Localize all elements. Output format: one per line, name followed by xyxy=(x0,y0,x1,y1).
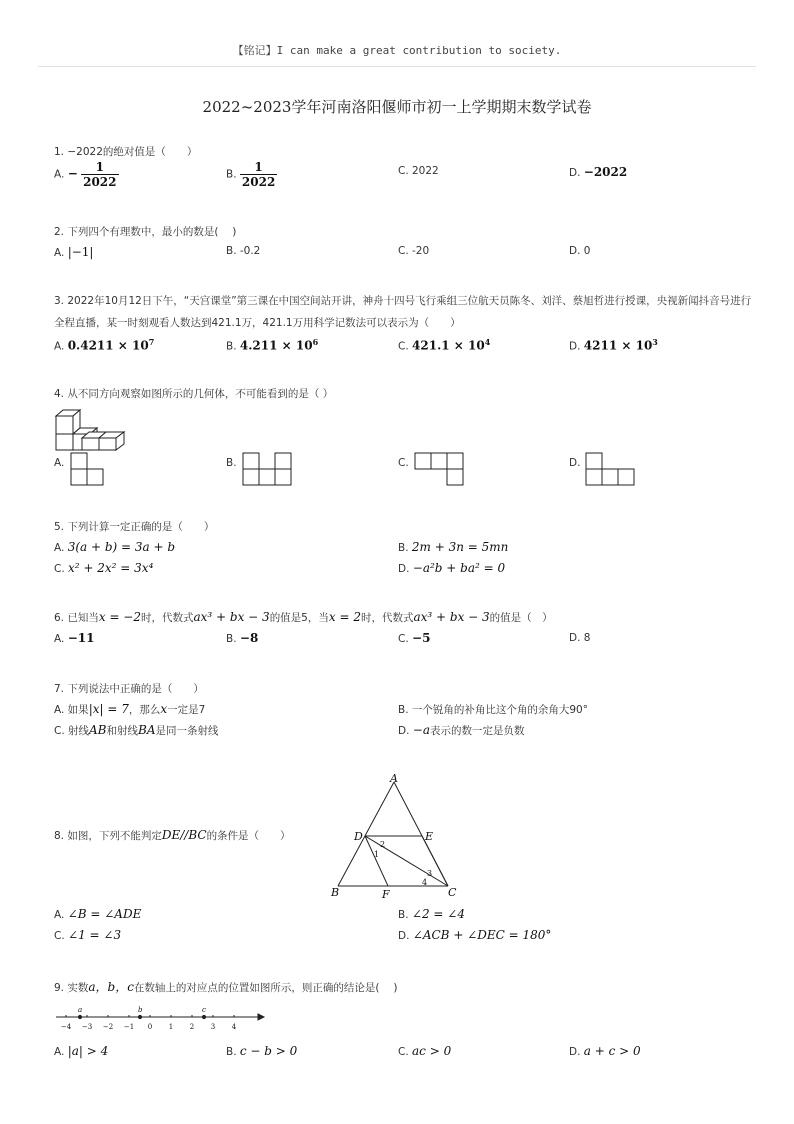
q7-stem: 7. 下列说法中正确的是（ ） xyxy=(54,683,204,695)
q1-stem: 1. −2022的绝对值是（ ） xyxy=(54,146,198,158)
q6-stem-x2: x = 2 xyxy=(328,610,361,624)
q9-c-label: C. xyxy=(398,1046,409,1058)
q6-option-b[interactable] xyxy=(226,631,258,645)
q7-a-part2: ，那么 xyxy=(128,704,161,716)
q7-option-a[interactable] xyxy=(54,702,205,717)
q9-a-value: |a| > 4 xyxy=(67,1044,109,1058)
q4-solid-figure xyxy=(54,406,130,452)
q9-stem-part1: 9. 实数 xyxy=(54,982,89,994)
header-divider xyxy=(38,66,756,67)
q5-d-label: D. xyxy=(398,563,410,575)
q9-tick-label: −1 xyxy=(123,1023,135,1031)
q6-stem-part2: 时，代数式 xyxy=(141,612,194,624)
q9-c-value: ac > 0 xyxy=(412,1044,452,1058)
q6-a-value: −11 xyxy=(67,631,95,645)
q5-option-a[interactable] xyxy=(54,540,175,554)
q9-tick-label: 4 xyxy=(231,1023,237,1031)
q3-option-b[interactable] xyxy=(226,337,318,353)
q7-d-math: −a xyxy=(412,723,430,737)
q1-a-num: 1 xyxy=(81,160,118,175)
q8-angle-1: 1 xyxy=(374,850,380,859)
q3-d-base: 4211 × 10 xyxy=(583,338,653,353)
q8-c-label: C. xyxy=(54,930,65,942)
q9-d-label: D. xyxy=(569,1046,581,1058)
q1-option-d[interactable] xyxy=(569,165,627,179)
q1-a-label: A. xyxy=(54,168,65,181)
q1-b-num: 1 xyxy=(240,160,277,175)
q4-c-view xyxy=(414,452,466,486)
q3-b-exp: 6 xyxy=(312,337,319,347)
q6-stem-part5: 的值是（ ） xyxy=(489,612,553,624)
q8-option-b[interactable] xyxy=(398,907,465,921)
q6-stem-part3: 的值是5，当 xyxy=(269,612,329,624)
q2-stem: 2. 下列四个有理数中，最小的数是( ) xyxy=(54,226,237,238)
q2-option-c[interactable]: C. -20 xyxy=(398,245,430,257)
q8-a-label: A. xyxy=(54,909,65,921)
q4-b-view xyxy=(242,452,294,486)
q8-option-c[interactable] xyxy=(54,928,121,942)
q6-option-d[interactable]: D. 8 xyxy=(569,632,591,644)
q9-option-c[interactable] xyxy=(398,1044,451,1058)
q8-b-label: B. xyxy=(398,909,409,921)
q1-b-fraction xyxy=(240,160,277,189)
q5-option-b[interactable] xyxy=(398,540,508,554)
q5-b-label: B. xyxy=(398,542,409,554)
q6-c-value: −5 xyxy=(412,631,431,645)
q3-c-label: C. xyxy=(398,340,409,353)
q1-option-a[interactable] xyxy=(54,160,119,189)
q3-b-base: 4.211 × 10 xyxy=(239,338,313,353)
q5-c-label: C. xyxy=(54,563,65,575)
q7-a-part3: 一定是7 xyxy=(167,704,206,716)
q7-c-part2: 和射线 xyxy=(106,725,138,737)
q3-stem: 3. 2022年10月12日下午，“天宫课堂”第三课在中国空间站开讲，神舟十四号飞行乘组三位航天员陈冬、刘洋、蔡旭哲进行授课，央视新闻抖音号进行全程直播，某一时刻观看人数达到421.1万，421.1万用科学记数法可以表示为（ ） xyxy=(54,295,752,329)
q3-a-base: 0.4211 × 10 xyxy=(67,338,149,353)
q3-d-label: D. xyxy=(569,340,581,353)
q8-label-e: E xyxy=(425,830,434,843)
q3-a-exp: 7 xyxy=(148,337,155,347)
q7-d-part1: D. xyxy=(398,725,410,737)
q8-angle-2: 2 xyxy=(380,840,386,849)
q7-a-math1: |x| = 7 xyxy=(88,702,129,716)
q5-b-value: 2m + 3n = 5mn xyxy=(411,540,509,554)
q3-b-label: B. xyxy=(226,340,237,353)
q6-b-value: −8 xyxy=(239,631,259,645)
q9-a-label: A. xyxy=(54,1046,65,1058)
q8-angle-4: 4 xyxy=(422,878,428,887)
q4-stem: 4. 从不同方向观察如图所示的几何体，不可能看到的是（ ） xyxy=(54,388,334,400)
q6-b-label: B. xyxy=(226,633,237,645)
q3-c-exp: 4 xyxy=(484,337,491,347)
q3-option-c[interactable] xyxy=(398,337,490,353)
q6-stem-part1: 6. 已知当 xyxy=(54,612,99,624)
q9-b-value: c − b > 0 xyxy=(239,1044,298,1058)
q8-c-value: ∠1 = ∠3 xyxy=(68,928,122,942)
q8-stem-part2: 的条件是（ ） xyxy=(206,830,291,842)
q8-a-value: ∠B = ∠ADE xyxy=(67,907,142,921)
q3-option-a[interactable] xyxy=(54,337,154,353)
q4-option-a[interactable]: A. xyxy=(54,457,65,469)
q9-stem-math: a，b，c xyxy=(88,980,134,994)
q2-a-label: A. xyxy=(54,247,65,259)
q9-stem xyxy=(54,978,397,995)
q8-d-label: D. xyxy=(398,930,410,942)
q6-stem-part4: 时，代数式 xyxy=(360,612,414,624)
q2-option-d[interactable]: D. 0 xyxy=(569,245,591,257)
q5-c-value: x² + 2x² = 3x⁴ xyxy=(68,561,154,575)
q9-tick-label: 0 xyxy=(147,1023,153,1031)
q8-triangle-figure xyxy=(324,774,464,904)
q3-d-exp: 3 xyxy=(652,337,658,347)
q9-tick-label: 2 xyxy=(189,1023,195,1031)
q9-tick-label: −3 xyxy=(81,1023,93,1031)
q7-d-part2: 表示的数一定是负数 xyxy=(430,725,525,737)
q4-d-view xyxy=(585,452,637,486)
q6-stem-expr2: ax³ + bx − 3 xyxy=(413,610,490,624)
q6-option-a[interactable] xyxy=(54,631,94,645)
q4-option-c[interactable]: C. xyxy=(398,457,409,469)
q8-label-f: F xyxy=(382,888,390,901)
page-title: 2022~2023学年河南洛阳偃师市初一上学期期末数学试卷 xyxy=(202,98,592,116)
q9-option-d[interactable] xyxy=(569,1044,641,1058)
q4-option-b[interactable]: B. xyxy=(226,457,237,469)
q5-stem: 5. 下列计算一定正确的是（ ） xyxy=(54,521,215,533)
q6-stem-expr1: ax³ + bx − 3 xyxy=(193,610,270,624)
q6-option-c[interactable] xyxy=(398,631,430,645)
q9-stem-part2: 在数轴上的对应点的位置如图所示，则正确的结论是( ) xyxy=(133,982,398,994)
q1-a-den: 2022 xyxy=(83,175,117,189)
q9-tick-label: 1 xyxy=(168,1023,174,1031)
q1-a-fraction xyxy=(81,160,118,189)
q6-c-label: C. xyxy=(398,633,409,645)
q8-d-value: ∠ACB + ∠DEC = 180° xyxy=(412,928,552,942)
q8-label-c: C xyxy=(448,886,457,899)
q9-point-c: c xyxy=(202,1006,206,1014)
q1-d-value: −2022 xyxy=(583,165,628,179)
q5-d-value: −a²b + ba² = 0 xyxy=(412,561,506,575)
q8-label-b: B xyxy=(331,886,340,899)
q9-option-a[interactable] xyxy=(54,1044,108,1058)
q2-option-b[interactable]: B. -0.2 xyxy=(226,245,261,257)
q1-b-label: B. xyxy=(226,168,237,181)
q3-a-label: A. xyxy=(54,340,65,353)
q5-a-label: A. xyxy=(54,542,65,554)
q4-a-view xyxy=(70,452,106,486)
q8-label-a: A xyxy=(390,774,398,785)
q4-option-d[interactable]: D. xyxy=(569,457,581,469)
q2-a-value: |−1| xyxy=(67,245,94,259)
q9-point-a: a xyxy=(78,1006,83,1014)
q9-b-label: B. xyxy=(226,1046,237,1058)
q9-tick-label: −2 xyxy=(102,1023,114,1031)
q1-option-c[interactable]: C. 2022 xyxy=(398,165,439,177)
q7-c-math2: BA xyxy=(138,723,156,737)
q5-option-c[interactable] xyxy=(54,561,153,575)
q5-option-d[interactable] xyxy=(398,561,505,575)
q6-stem xyxy=(54,610,553,625)
q1-d-label: D. xyxy=(569,167,581,179)
q1-b-den: 2022 xyxy=(241,175,276,189)
q8-b-value: ∠2 = ∠4 xyxy=(411,907,465,921)
q8-stem-math: DE//BC xyxy=(161,828,207,842)
q7-a-part1: A. 如果 xyxy=(54,704,89,716)
q5-a-value: 3(a + b) = 3a + b xyxy=(67,540,176,554)
q7-option-c[interactable] xyxy=(54,723,218,738)
q7-c-math1: AB xyxy=(89,723,107,737)
q6-stem-x1: x = −2 xyxy=(98,610,141,624)
q1-option-b[interactable] xyxy=(226,160,277,189)
motto: 【铭记】I can make a great contribution to society. xyxy=(232,44,562,57)
q8-stem-part1: 8. 如图，下列不能判定 xyxy=(54,830,162,842)
q9-point-b: b xyxy=(138,1006,143,1014)
q1-a-neg: − xyxy=(67,166,78,181)
q3-option-d[interactable] xyxy=(569,337,658,353)
q9-tick-label: 3 xyxy=(210,1023,216,1031)
q9-d-value: a + c > 0 xyxy=(583,1044,641,1058)
q7-a-math2: x xyxy=(160,702,168,716)
q9-option-b[interactable] xyxy=(226,1044,297,1058)
q8-stem xyxy=(54,828,291,843)
q9-tick-label: −4 xyxy=(60,1023,72,1031)
q8-option-a[interactable] xyxy=(54,907,141,921)
q9-number-line xyxy=(54,1005,266,1033)
q8-option-d[interactable] xyxy=(398,928,551,942)
q7-c-part3: 是同一条射线 xyxy=(155,725,219,737)
q7-option-b[interactable]: B. 一个锐角的补角比这个角的余角大90° xyxy=(398,704,588,716)
q7-option-d[interactable] xyxy=(398,723,525,738)
q2-option-a[interactable] xyxy=(54,245,93,259)
q7-c-part1: C. 射线 xyxy=(54,725,90,737)
q8-label-d: D xyxy=(354,830,363,843)
q8-angle-3: 3 xyxy=(427,869,433,878)
q6-a-label: A. xyxy=(54,633,65,645)
q3-c-base: 421.1 × 10 xyxy=(412,338,485,353)
